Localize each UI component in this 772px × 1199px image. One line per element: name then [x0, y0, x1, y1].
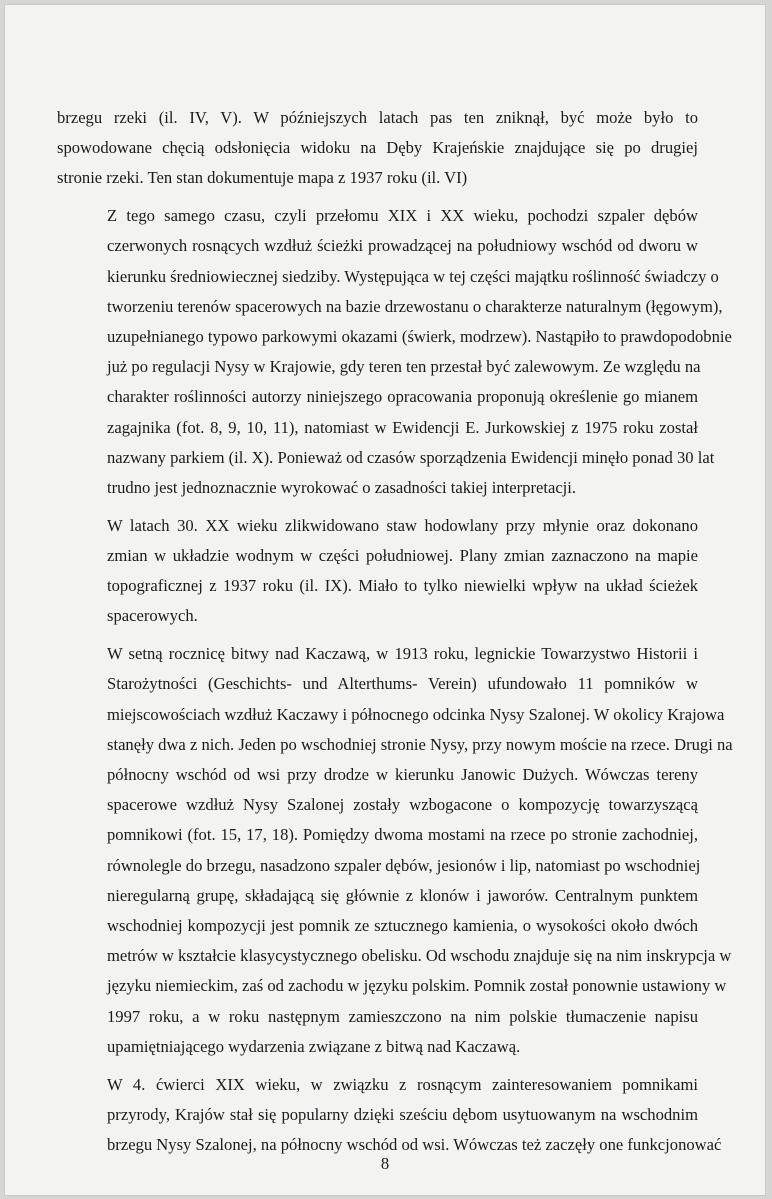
text-line: stanęły dwa z nich. Jeden po wschodniej stronie Nysy, przy nowym moście na rzece. Drugi na: [107, 734, 733, 754]
text-line: metrów w kształcie klasycystycznego obelisku. Od wschodu znajduje się na nim inskrypcja w: [107, 946, 732, 966]
text-line: zagajnika (fot. 8, 9, 10, 11), natomiast w Ewidencji E. Jurkowskiej z 1975 roku został: [107, 417, 698, 437]
text-line: trudno jest jednoznacznie wyrokować o zasadności takiej interpretacji.: [107, 478, 577, 498]
text-line: charakter roślinności autorzy niniejszego opracowania proponują określenie go mianem: [107, 387, 698, 407]
text-line: upamiętniającego wydarzenia związane z bitwą nad Kaczawą.: [107, 1036, 521, 1056]
paragraph: [57, 511, 698, 632]
page-number: 8: [380, 1154, 390, 1173]
text-line: W 4. ćwierci XIX wieku, w związku z rosnącym zainteresowaniem pomnikami: [107, 1074, 698, 1094]
text-line: tworzeniu terenów spacerowych na bazie drzewostanu o charakterze naturalnym (łęgowym),: [107, 296, 723, 316]
text-line: spowodowane chęcią odsłonięcia widoku na Dęby Krajeńskie znajdujące się po drugiej: [57, 138, 698, 158]
document-page: [4, 4, 766, 1196]
text-line: równolegle do brzegu, nasadzono szpaler dębów, jesionów i lip, natomiast po wschodniej: [107, 855, 701, 875]
paragraph: [57, 639, 733, 1062]
text-line: języku niemieckim, zaś od zachodu w języku polskim. Pomnik został ponownie ustawiony w: [107, 976, 727, 996]
text-line: północny wschód od wsi przy drodze w kierunku Janowic Dużych. Wówczas tereny: [107, 765, 698, 785]
text-line: czerwonych rosnących wzdłuż ścieżki prowadzącej na południowy wschód od dworu w: [107, 236, 698, 256]
text-line: już po regulacji Nysy w Krajowie, gdy teren ten przestał być zalewowym. Ze względu na: [107, 357, 701, 377]
text-line: Z tego samego czasu, czyli przełomu XIX i XX wieku, pochodzi szpaler dębów: [107, 206, 698, 226]
text-line: W latach 30. XX wieku zlikwidowano staw hodowlany przy młynie oraz dokonano: [107, 515, 698, 535]
paragraph: [57, 201, 732, 503]
text-line: nazwany parkiem (il. X). Ponieważ od czasów sporządzenia Ewidencji minęło ponad 30 lat: [107, 447, 715, 467]
body-text: [57, 103, 733, 1168]
text-line: zmian w układzie wodnym w części południowej. Plany zmian zaznaczono na mapie: [107, 546, 698, 566]
paragraph: [57, 1070, 722, 1161]
text-line: brzegu rzeki (il. IV, V). W późniejszych latach pas ten zniknął, być może było to: [57, 108, 698, 127]
text-line: 1997 roku, a w roku następnym zamieszczono na nim polskie tłumaczenie napisu: [107, 1006, 698, 1026]
text-line: W setną rocznicę bitwy nad Kaczawą, w 1913 roku, legnickie Towarzystwo Historii i: [107, 644, 698, 664]
text-line: pomnikowi (fot. 15, 17, 18). Pomiędzy dwoma mostami na rzece po stronie zachodniej,: [107, 825, 698, 845]
text-line: nieregularną grupę, składającą się głównie z klonów i jaworów. Centralnym punktem: [107, 885, 698, 905]
text-line: kierunku średniowiecznej siedziby. Występująca w tej części majątku roślinność świadczy o: [107, 266, 719, 286]
text-line: miejscowościach wzdłuż Kaczawy i północnego odcinka Nysy Szalonej. W okolicy Krajowa: [107, 704, 725, 724]
text-line: topograficznej z 1937 roku (il. IX). Miało to tylko niewielki wpływ na układ ścieżek: [107, 576, 698, 596]
text-line: stronie rzeki. Ten stan dokumentuje mapa z 1937 roku (il. VI): [57, 168, 468, 188]
text-line: brzegu Nysy Szalonej, na północny wschód od wsi. Wówczas też zaczęły one funkcjonować: [107, 1135, 722, 1155]
text-line: spacerowe wzdłuż Nysy Szalonej zostały wzbogacone o kompozycję towarzyszącą: [107, 795, 698, 815]
paragraph: [57, 103, 698, 194]
text-line: spacerowych.: [107, 606, 198, 626]
text-line: przyrody, Krajów stał się popularny dzięki sześciu dębom usytuowanym na wschodnim: [107, 1104, 698, 1124]
text-line: wschodniej kompozycji jest pomnik ze sztucznego kamienia, o wysokości około dwóch: [107, 916, 698, 936]
text-line: Starożytności (Geschichts- und Alterthums- Verein) ufundowało 11 pomników w: [107, 674, 698, 694]
text-line: uzupełnianego typowo parkowymi okazami (świerk, modrzew). Nastąpiło to prawdopodobnie: [107, 327, 732, 347]
